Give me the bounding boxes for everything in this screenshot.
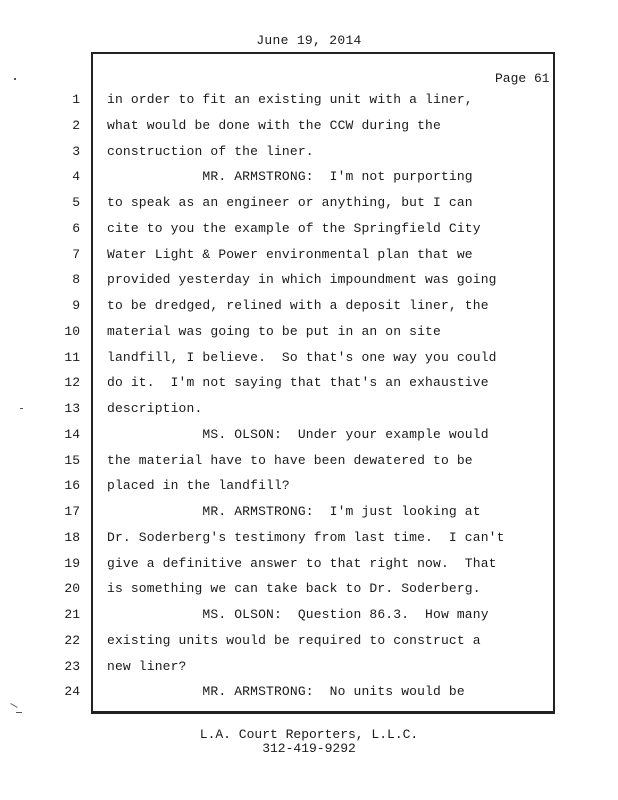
- footer: [0, 728, 618, 756]
- line-text: what would be done with the CCW during the: [107, 118, 441, 133]
- line-number: 10: [64, 324, 80, 339]
- line-text: description.: [107, 401, 203, 416]
- line-number: 2: [72, 118, 80, 133]
- line-text: MR. ARMSTRONG: I'm not purporting: [107, 169, 473, 184]
- line-text: new liner?: [107, 659, 187, 674]
- line-text: construction of the liner.: [107, 144, 314, 159]
- line-text: MS. OLSON: Question 86.3. How many: [107, 607, 489, 622]
- line-text: MS. OLSON: Under your example would: [107, 427, 489, 442]
- line-text: in order to fit an existing unit with a liner,: [107, 92, 473, 107]
- line-number: 14: [64, 427, 80, 442]
- page-number: Page 61: [495, 71, 550, 86]
- line-number: 18: [64, 530, 80, 545]
- line-number: 16: [64, 478, 80, 493]
- line-number: 23: [64, 659, 80, 674]
- line-number: 19: [64, 556, 80, 571]
- line-number: 21: [64, 607, 80, 622]
- line-text: existing units would be required to construct a: [107, 633, 481, 648]
- line-text: cite to you the example of the Springfield City: [107, 221, 481, 236]
- line-text: MR. ARMSTRONG: I'm just looking at: [107, 504, 481, 519]
- line-number: 5: [72, 195, 80, 210]
- line-text: placed in the landfill?: [107, 478, 290, 493]
- line-text: landfill, I believe. So that's one way you could: [107, 350, 497, 365]
- line-number: 3: [72, 144, 80, 159]
- line-number: 1: [72, 92, 80, 107]
- line-text: give a definitive answer to that right now. That: [107, 556, 497, 571]
- line-number: 4: [72, 169, 80, 184]
- transcript-date: June 19, 2014: [256, 33, 362, 48]
- scan-speck: [20, 408, 23, 409]
- reporter-company: L.A. Court Reporters, L.L.C.: [199, 727, 419, 742]
- line-number: 13: [64, 401, 80, 416]
- line-text: material was going to be put in an on site: [107, 324, 441, 339]
- line-number: 22: [64, 633, 80, 648]
- line-number: 20: [64, 581, 80, 596]
- line-number: 11: [64, 350, 80, 365]
- line-text: MR. ARMSTRONG: No units would be: [107, 684, 465, 699]
- scan-speck: [10, 703, 17, 708]
- line-text: Dr. Soderberg's testimony from last time. I can't: [107, 530, 505, 545]
- line-number: 6: [72, 221, 80, 236]
- line-text: provided yesterday in which impoundment was going: [107, 272, 497, 287]
- line-number: 9: [72, 298, 80, 313]
- line-text: to be dredged, relined with a deposit liner, the: [107, 298, 489, 313]
- line-text: is something we can take back to Dr. Soderberg.: [107, 581, 481, 596]
- scan-speck: [16, 712, 22, 713]
- line-number: 12: [64, 375, 80, 390]
- line-text: to speak as an engineer or anything, but I can: [107, 195, 473, 210]
- line-number: 15: [64, 453, 80, 468]
- line-text: Water Light & Power environmental plan that we: [107, 247, 473, 262]
- reporter-phone: 312-419-9292: [262, 741, 356, 756]
- line-number: 7: [72, 247, 80, 262]
- line-text: the material have to have been dewatered to be: [107, 453, 473, 468]
- scan-speck: [14, 78, 16, 80]
- line-text: do it. I'm not saying that that's an exhaustive: [107, 375, 489, 390]
- line-number: 8: [72, 272, 80, 287]
- line-number: 24: [64, 684, 80, 699]
- line-number: 17: [64, 504, 80, 519]
